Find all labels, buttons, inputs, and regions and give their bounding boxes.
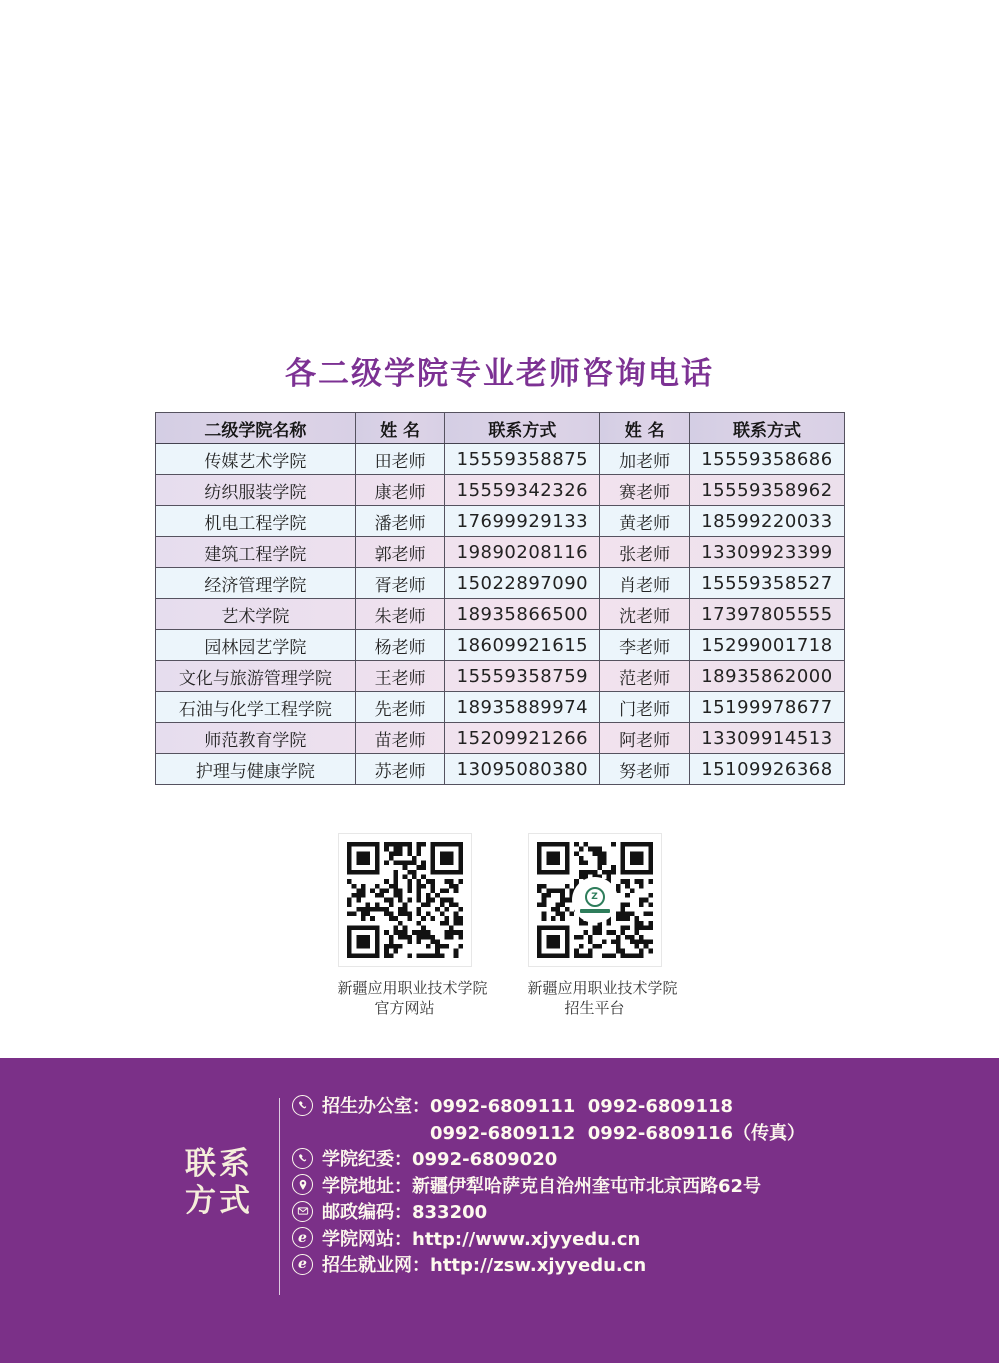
web-icon: e bbox=[292, 1254, 313, 1275]
table-row bbox=[156, 754, 845, 785]
contact-text: 邮政编码：833200 bbox=[322, 1202, 488, 1224]
qr-section bbox=[0, 833, 999, 1018]
teacher-name: 黄老师 bbox=[600, 506, 690, 537]
teacher-name: 肖老师 bbox=[600, 568, 690, 599]
qr-code-admissions-platform-icon bbox=[528, 833, 662, 967]
qr-caption-line: 招生平台 bbox=[564, 999, 625, 1017]
contact-line bbox=[292, 1119, 805, 1146]
teacher-name: 苏老师 bbox=[355, 754, 445, 785]
phone-number: 13095080380 bbox=[445, 754, 600, 785]
footer-contact-panel bbox=[0, 1058, 999, 1363]
phone-icon bbox=[292, 1148, 313, 1169]
qr-caption-line: 新疆应用职业技术学院 bbox=[337, 979, 488, 997]
contact-line bbox=[292, 1092, 805, 1119]
table-row bbox=[156, 630, 845, 661]
qr-block-official-website bbox=[337, 833, 488, 1018]
teacher-name: 李老师 bbox=[600, 630, 690, 661]
table-row bbox=[156, 723, 845, 754]
phone-number: 18609921615 bbox=[445, 630, 600, 661]
college-name: 经济管理学院 bbox=[156, 568, 356, 599]
teacher-name: 先老师 bbox=[355, 692, 445, 723]
teacher-name: 努老师 bbox=[600, 754, 690, 785]
college-name: 石油与化学工程学院 bbox=[156, 692, 356, 723]
teacher-name: 范老师 bbox=[600, 661, 690, 692]
phone-number: 15559358875 bbox=[445, 444, 600, 475]
teacher-name: 沈老师 bbox=[600, 599, 690, 630]
column-header: 联系方式 bbox=[689, 413, 844, 444]
college-name: 师范教育学院 bbox=[156, 723, 356, 754]
contact-phone-table bbox=[155, 412, 845, 785]
teacher-name: 张老师 bbox=[600, 537, 690, 568]
phone-number: 15109926368 bbox=[689, 754, 844, 785]
mail-icon bbox=[292, 1201, 313, 1222]
phone-number: 18935889974 bbox=[445, 692, 600, 723]
teacher-name: 胥老师 bbox=[355, 568, 445, 599]
phone-number: 15559358962 bbox=[689, 475, 844, 506]
location-icon bbox=[292, 1174, 313, 1195]
column-header: 联系方式 bbox=[445, 413, 600, 444]
contact-lines bbox=[292, 1092, 805, 1278]
college-name: 文化与旅游管理学院 bbox=[156, 661, 356, 692]
phone-number: 19890208116 bbox=[445, 537, 600, 568]
phone-number: 13309914513 bbox=[689, 723, 844, 754]
column-header: 二级学院名称 bbox=[156, 413, 356, 444]
contact-label-line: 方式 bbox=[185, 1183, 253, 1219]
phone-number: 15559358527 bbox=[689, 568, 844, 599]
college-name: 园林园艺学院 bbox=[156, 630, 356, 661]
college-name: 建筑工程学院 bbox=[156, 537, 356, 568]
teacher-name: 苗老师 bbox=[355, 723, 445, 754]
vertical-divider bbox=[279, 1098, 280, 1295]
column-header: 姓 名 bbox=[600, 413, 690, 444]
table-header-row bbox=[156, 413, 845, 444]
table-row bbox=[156, 475, 845, 506]
phone-number: 15559358759 bbox=[445, 661, 600, 692]
qr-code-official-website-icon bbox=[338, 833, 472, 967]
qr-caption-line: 官方网站 bbox=[374, 999, 435, 1017]
phone-number: 18935866500 bbox=[445, 599, 600, 630]
teacher-name: 朱老师 bbox=[355, 599, 445, 630]
college-name: 护理与健康学院 bbox=[156, 754, 356, 785]
table-row bbox=[156, 506, 845, 537]
contact-line bbox=[292, 1251, 805, 1278]
teacher-name: 王老师 bbox=[355, 661, 445, 692]
college-name: 传媒艺术学院 bbox=[156, 444, 356, 475]
contact-label bbox=[185, 1146, 253, 1220]
teacher-name: 门老师 bbox=[600, 692, 690, 723]
phone-number: 15022897090 bbox=[445, 568, 600, 599]
contact-text: 0992-6809112 0992-6809116（传真） bbox=[430, 1122, 806, 1144]
college-name: 机电工程学院 bbox=[156, 506, 356, 537]
table-row bbox=[156, 599, 845, 630]
phone-number: 15559358686 bbox=[689, 444, 844, 475]
contact-line bbox=[292, 1172, 805, 1199]
college-name: 纺织服装学院 bbox=[156, 475, 356, 506]
qr-caption-official-website bbox=[337, 978, 488, 1018]
teacher-name: 郭老师 bbox=[355, 537, 445, 568]
contact-line bbox=[292, 1225, 805, 1252]
college-name: 艺术学院 bbox=[156, 599, 356, 630]
teacher-name: 杨老师 bbox=[355, 630, 445, 661]
contact-label-line: 联系 bbox=[185, 1146, 253, 1182]
contact-text: 招生办公室：0992-6809111 0992-6809118 bbox=[322, 1096, 734, 1118]
phone-number: 15199978677 bbox=[689, 692, 844, 723]
teacher-name: 赛老师 bbox=[600, 475, 690, 506]
teacher-name: 加老师 bbox=[600, 444, 690, 475]
column-header: 姓 名 bbox=[355, 413, 445, 444]
contact-text: 招生就业网：http://zsw.xjyyedu.cn bbox=[322, 1255, 647, 1277]
phone-number: 13309923399 bbox=[689, 537, 844, 568]
contact-line bbox=[292, 1198, 805, 1225]
table-row bbox=[156, 568, 845, 599]
table-row bbox=[156, 444, 845, 475]
teacher-name: 潘老师 bbox=[355, 506, 445, 537]
phone-number: 15209921266 bbox=[445, 723, 600, 754]
contact-text: 学院地址：新疆伊犁哈萨克自治州奎屯市北京西路62号 bbox=[322, 1175, 762, 1197]
college-logo-icon: Z bbox=[572, 877, 618, 923]
phone-number: 17397805555 bbox=[689, 599, 844, 630]
qr-caption-admissions-platform bbox=[527, 978, 678, 1018]
phone-number: 15299001718 bbox=[689, 630, 844, 661]
table-row bbox=[156, 692, 845, 723]
phone-number: 17699929133 bbox=[445, 506, 600, 537]
contact-text: 学院纪委：0992-6809020 bbox=[322, 1149, 558, 1171]
teacher-name: 康老师 bbox=[355, 475, 445, 506]
table-row bbox=[156, 537, 845, 568]
contact-line bbox=[292, 1145, 805, 1172]
phone-icon bbox=[292, 1095, 313, 1116]
page-title: 各二级学院专业老师咨询电话 bbox=[285, 356, 714, 392]
table-row bbox=[156, 661, 845, 692]
qr-caption-line: 新疆应用职业技术学院 bbox=[527, 979, 678, 997]
phone-number: 18599220033 bbox=[689, 506, 844, 537]
teacher-name: 阿老师 bbox=[600, 723, 690, 754]
phone-number: 15559342326 bbox=[445, 475, 600, 506]
web-icon: e bbox=[292, 1227, 313, 1248]
contact-text: 学院网站：http://www.xjyyedu.cn bbox=[322, 1228, 641, 1250]
qr-block-admissions-platform bbox=[527, 833, 678, 1018]
phone-number: 18935862000 bbox=[689, 661, 844, 692]
teacher-name: 田老师 bbox=[355, 444, 445, 475]
